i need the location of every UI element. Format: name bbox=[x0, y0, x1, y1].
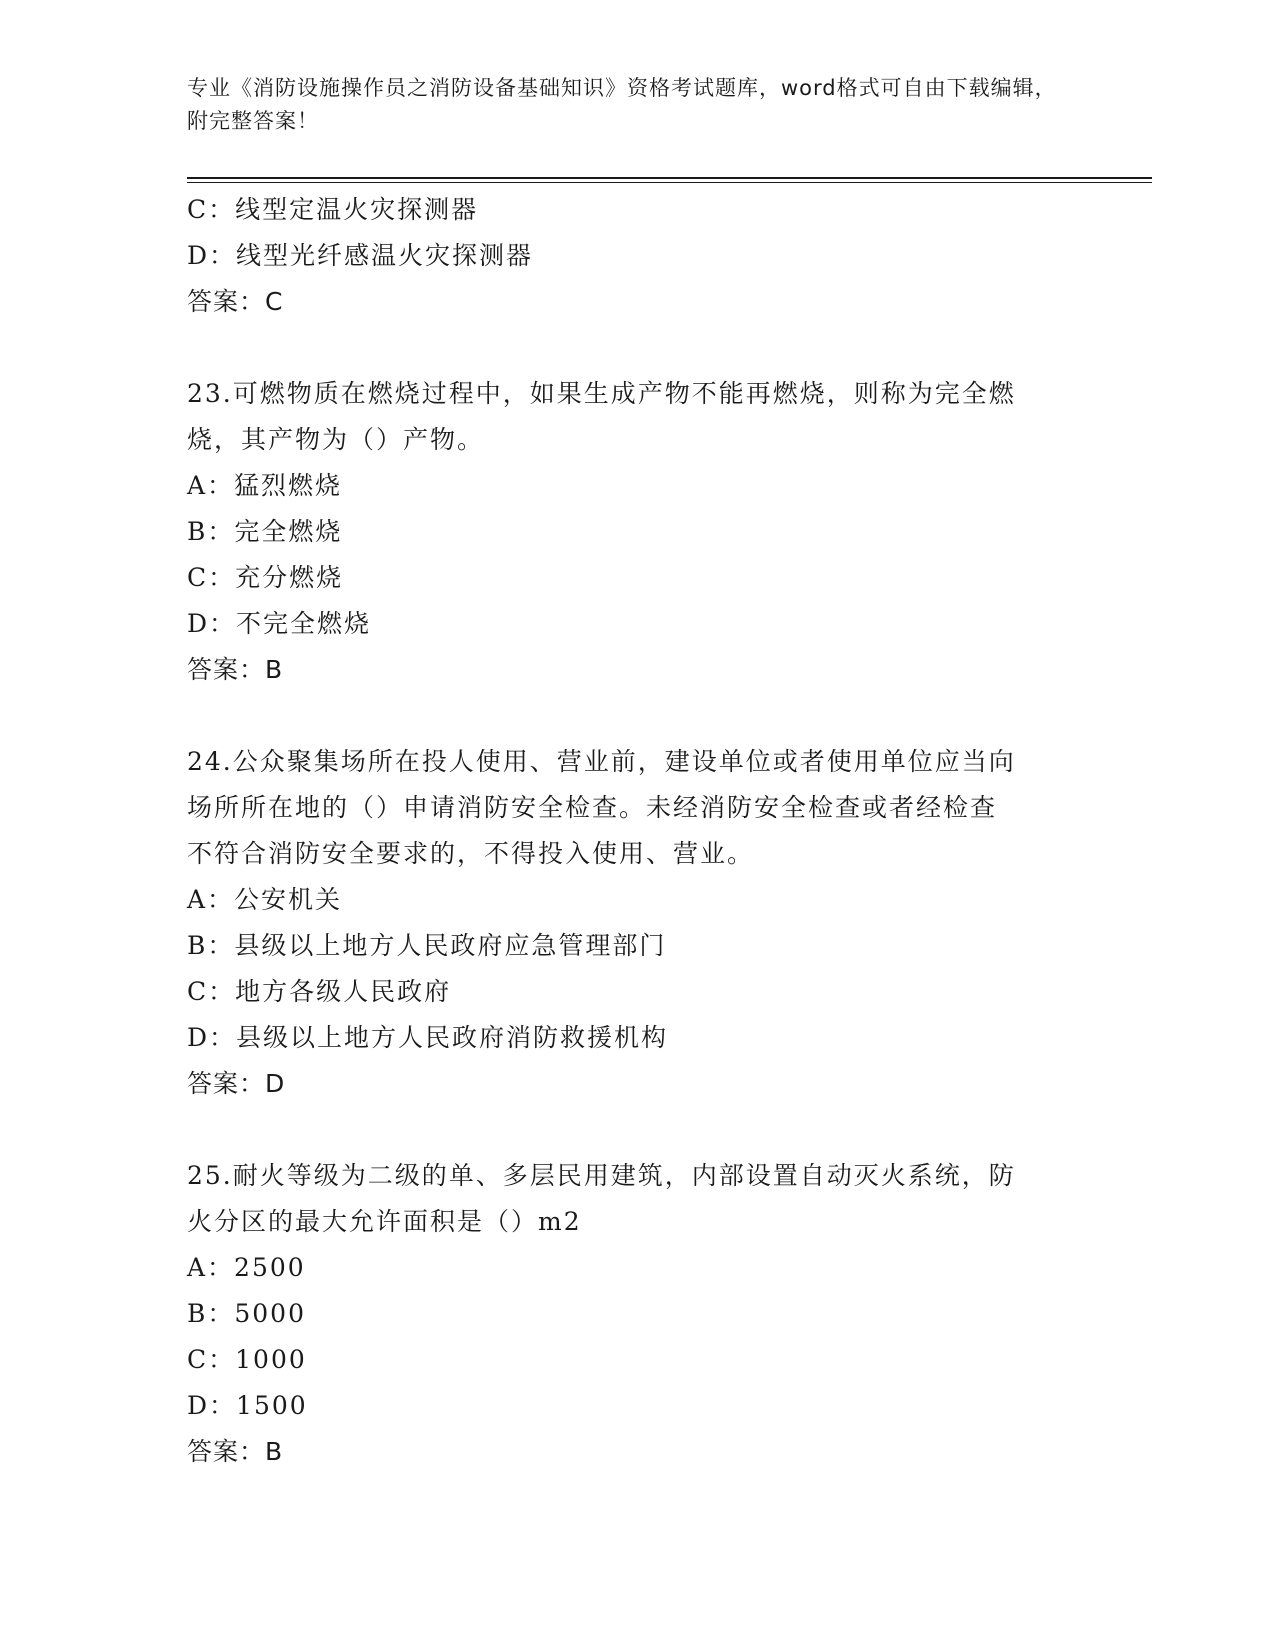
question-stem-line: 场所所在地的（）申请消防安全检查。未经消防安全检查或者经检查 bbox=[187, 793, 998, 822]
option-d: D：1500 bbox=[187, 1391, 308, 1420]
option-b: B：5000 bbox=[187, 1299, 306, 1328]
answer-line: 答案：D bbox=[187, 1069, 286, 1098]
previous-question-tail bbox=[187, 187, 1087, 325]
question-stem-line: 不符合消防安全要求的，不得投入使用、营业。 bbox=[187, 839, 755, 868]
option-d: D：不完全燃烧 bbox=[187, 609, 372, 638]
option-d: D：县级以上地方人民政府消防救援机构 bbox=[187, 1023, 669, 1052]
question-content bbox=[187, 187, 1087, 1475]
option-c: C：充分燃烧 bbox=[187, 563, 344, 592]
question-stem-line: 25.耐火等级为二级的单、多层民用建筑，内部设置自动灭火系统，防 bbox=[187, 1161, 1016, 1190]
option-c: C：1000 bbox=[187, 1345, 307, 1374]
option-b: B：县级以上地方人民政府应急管理部门 bbox=[187, 931, 667, 960]
header-divider-thin bbox=[187, 182, 1152, 183]
option-b: B：完全燃烧 bbox=[187, 517, 343, 546]
option-a: A：公安机关 bbox=[187, 885, 343, 914]
option-a: A：猛烈燃烧 bbox=[187, 471, 343, 500]
question-stem-line: 24.公众聚集场所在投人使用、营业前，建设单位或者使用单位应当向 bbox=[187, 747, 1016, 776]
option-c: C：线型定温火灾探测器 bbox=[187, 195, 479, 224]
question-stem-line: 23.可燃物质在燃烧过程中，如果生成产物不能再燃烧，则称为完全燃 bbox=[187, 379, 1016, 408]
question-25 bbox=[187, 1153, 1087, 1475]
header-divider-thick bbox=[187, 177, 1152, 179]
question-24 bbox=[187, 739, 1087, 1107]
question-stem-line: 烧，其产物为（）产物。 bbox=[187, 425, 485, 454]
document-header: 专业《消防设施操作员之消防设备基础知识》资格考试题库，word格式可自由下载编辑，附完整答案！ bbox=[187, 76, 1057, 133]
option-c: C：地方各级人民政府 bbox=[187, 977, 452, 1006]
question-stem-line: 火分区的最大允许面积是（）m2 bbox=[187, 1207, 582, 1236]
option-d: D：线型光纤感温火灾探测器 bbox=[187, 241, 534, 270]
question-23 bbox=[187, 371, 1087, 693]
option-a: A：2500 bbox=[187, 1253, 306, 1282]
answer-line: 答案：B bbox=[187, 1437, 284, 1466]
answer-line: 答案：B bbox=[187, 655, 284, 684]
answer-line: 答案：C bbox=[187, 287, 284, 316]
